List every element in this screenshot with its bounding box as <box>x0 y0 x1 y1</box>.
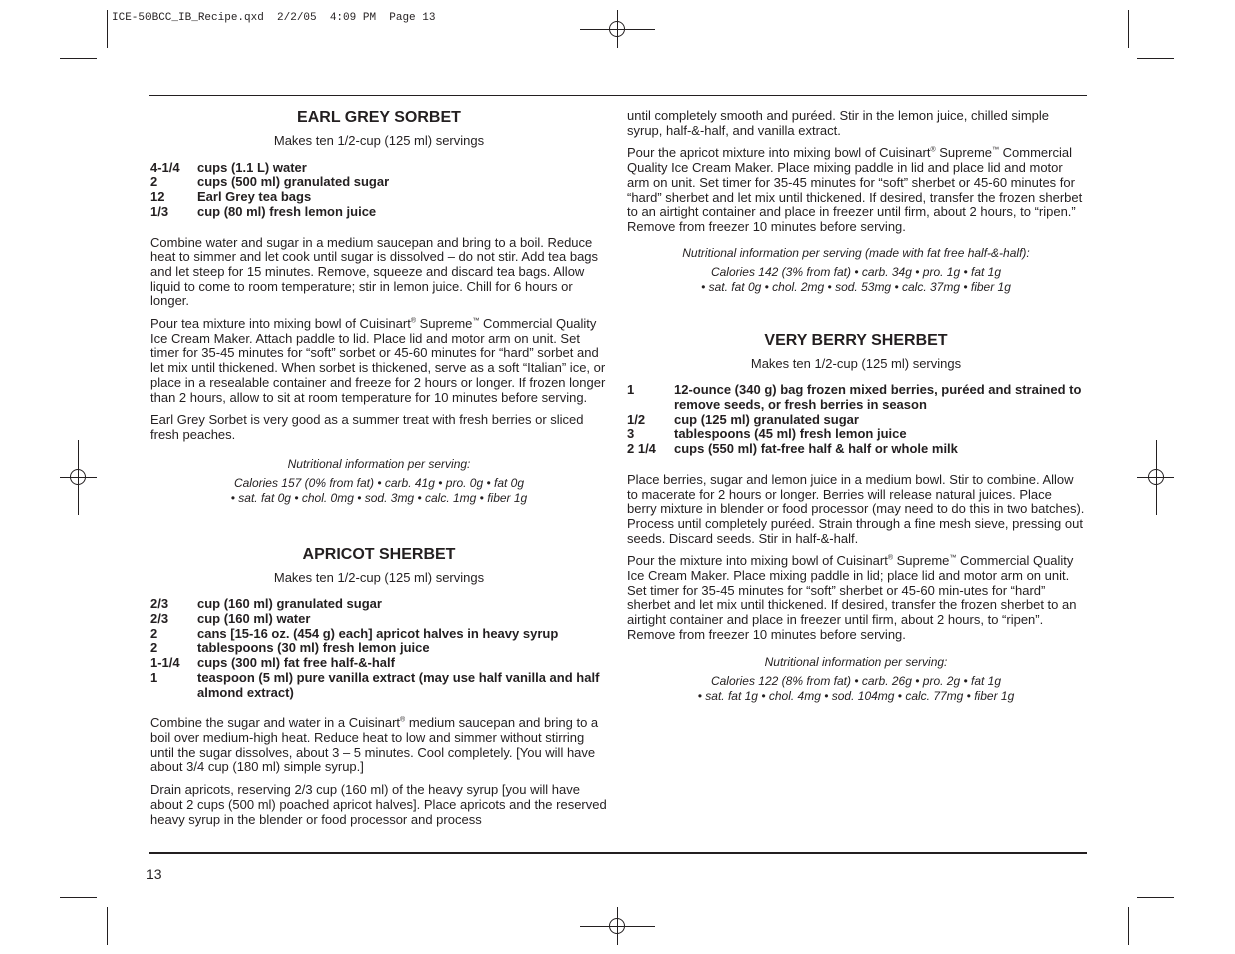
ingredient-quantity: 1 <box>150 669 158 685</box>
ingredient-text: cups (500 ml) granulated sugar <box>197 174 390 190</box>
recipe-apricot-sherbet <box>150 546 608 828</box>
instruction-paragraph: Drain apricots, reserving 2/3 cup (160 ml) of the heavy syrup [you will have about 2 cups (500 ml) poached apricot halves]. Place apricots and the reserved heavy syrup in the blender or food processor and process <box>150 782 607 827</box>
ingredient-list <box>150 161 608 220</box>
ingredient-row <box>150 175 608 190</box>
nutrition-heading: Nutritional information per serving: <box>764 654 948 669</box>
ingredient-text: cup (160 ml) granulated sugar <box>197 596 382 612</box>
page-number: 13 <box>146 866 162 882</box>
ingredient-quantity: 4-1/4 <box>150 159 180 175</box>
ingredient-text: tablespoons (30 ml) fresh lemon juice <box>197 640 430 656</box>
serving-suggestion: Earl Grey Sorbet is very good as a summer treat with fresh berries or sliced fresh peaches. <box>150 412 584 442</box>
recipe-title: VERY BERRY SHERBET <box>764 331 948 349</box>
ingredient-text: tablespoons (45 ml) fresh lemon juice <box>674 426 907 442</box>
ingredient-text: cups (1.1 L) water <box>197 159 307 175</box>
ingredient-row <box>627 442 1085 457</box>
ingredient-text: cup (80 ml) fresh lemon juice <box>197 203 377 219</box>
ingredient-quantity: 12 <box>150 189 165 205</box>
crop-mark <box>1128 907 1129 945</box>
right-column <box>627 109 1085 704</box>
ingredient-text: 12-ounce (340 g) bag frozen mixed berries, puréed and strained to remove seeds, or fresh berries in season <box>674 382 1082 413</box>
ingredient-quantity: 2 <box>150 640 158 656</box>
ingredient-row <box>150 627 608 642</box>
ingredient-text: cups (550 ml) fat-free half & half or whole milk <box>674 441 958 457</box>
nutrition-info <box>627 246 1085 295</box>
nutrition-heading: Nutritional information per serving (made with fat free half-&-half): <box>682 245 1030 260</box>
instruction-paragraph: Place berries, sugar and lemon juice in a medium bowl. Stir to combine. Allow to macerate for 2 hours or longer. Berries will release natural juices. Place berry mixture in blender or food processor (may need to do this in two batches). Process until completely puréed. Strain through a fine mesh sieve, pressing out seeds. Discard seeds. Stir in half-&-half. <box>627 471 1085 546</box>
recipe-title: APRICOT SHERBET <box>302 545 456 563</box>
recipe-earl-grey-sorbet <box>150 109 608 506</box>
crop-mark <box>1137 897 1174 898</box>
ingredient-quantity: 1/3 <box>150 203 169 219</box>
recipe-apricot-sherbet-continued <box>627 109 1085 295</box>
recipe-yield: Makes ten 1/2-cup (125 ml) servings <box>750 355 962 371</box>
recipe-yield: Makes ten 1/2-cup (125 ml) servings <box>273 133 485 148</box>
ingredient-quantity: 2 <box>150 625 158 641</box>
recipe-very-berry-sherbet <box>627 332 1085 704</box>
ingredient-text: teaspoon (5 ml) pure vanilla extract (may use half vanilla and half almond extract) <box>197 669 600 700</box>
nutrition-info <box>150 457 608 506</box>
nutrition-line: • sat. fat 1g • chol. 4mg • sod. 104mg • calc. 77mg • fiber 1g <box>697 688 1015 703</box>
ingredient-text: cans [15-16 oz. (454 g) each] apricot halves in heavy syrup <box>197 625 559 641</box>
ingredient-row <box>150 597 608 612</box>
recipe-title: EARL GREY SORBET <box>297 109 461 126</box>
ingredient-row <box>627 383 1085 412</box>
print-slug: ICE-50BCC_IB_Recipe.qxd 2/2/05 4:09 PM Page 13 <box>112 12 436 24</box>
crop-mark <box>107 907 108 945</box>
ingredient-quantity: 2/3 <box>150 596 169 612</box>
instruction-paragraph: Pour tea mixture into mixing bowl of Cuisinart® Supreme™ Commercial Quality Ice Cream Maker. Attach paddle to lid. Place lid and motor arm on unit. Set timer for 35-45 minutes for “soft” sorbet or 45-60 minutes for “hard” sorbet and let mix until thickened. When sorbet is thickened, serve as a soft “Italian” ice, or place in a resealable container and freeze for 2 hours or longer. If frozen longer than 2 hours, allow to sit at room temperature for 10 minutes before serving. <box>150 316 606 405</box>
top-rule <box>149 95 1087 96</box>
ingredient-text: cup (125 ml) granulated sugar <box>674 411 859 427</box>
ingredient-row <box>150 612 608 627</box>
ingredient-row <box>150 671 608 700</box>
instruction-paragraph: Pour the apricot mixture into mixing bowl of Cuisinart® Supreme™ Commercial Quality Ice Cream Maker. Place mixing paddle in lid and place lid and motor arm on unit. Set timer for 35-45 minutes for “soft” sherbet or 45-60 minutes for “hard” sherbet and let mix until thickened. If desired, transfer the frozen sherbet to an airtight container and place in freezer until firm, about 2 hours, to “ripen.” Remove from freezer 10 minutes before serving. <box>627 145 1083 234</box>
ingredient-list <box>150 597 608 700</box>
instruction-paragraph: Pour the mixture into mixing bowl of Cuisinart® Supreme™ Commercial Quality Ice Cream Maker. Place mixing paddle in lid; place lid and motor arm on unit. Set timer for 35-45 minutes for “soft” sherbet or 45-60 min-utes for “hard” sherbet and let mix until thickened. If desired, transfer the frozen sherbet to an airtight container and place in freezer until firm, about 2 hours, to “ripen”. Remove from freezer 10 minutes before serving. <box>627 553 1077 642</box>
crop-mark <box>107 10 108 48</box>
ingredient-text: Earl Grey tea bags <box>197 189 312 205</box>
ingredient-row <box>150 205 608 220</box>
ingredient-row <box>627 413 1085 428</box>
nutrition-line: Calories 142 (3% from fat) • carb. 34g • pro. 1g • fat 1g <box>710 264 1002 279</box>
recipe-yield: Makes ten 1/2-cup (125 ml) servings <box>273 569 485 585</box>
nutrition-line: • sat. fat 0g • chol. 2mg • sod. 53mg • calc. 37mg • fiber 1g <box>701 279 1011 294</box>
ingredient-quantity: 2 1/4 <box>627 441 656 457</box>
ingredient-quantity: 1 <box>627 382 635 398</box>
ingredient-row <box>150 190 608 205</box>
ingredient-quantity: 1/2 <box>627 411 646 427</box>
nutrition-info <box>627 655 1085 704</box>
ingredient-quantity: 2/3 <box>150 611 169 627</box>
instruction-paragraph: until completely smooth and puréed. Stir in the lemon juice, chilled simple syrup, half-&-half, and vanilla extract. <box>627 108 1049 138</box>
ingredient-text: cup (160 ml) water <box>197 611 311 627</box>
crop-mark <box>60 58 97 59</box>
ingredient-quantity: 3 <box>627 426 635 442</box>
bottom-rule <box>149 852 1087 854</box>
nutrition-line: • sat. fat 0g • chol. 0mg • sod. 3mg • calc. 1mg • fiber 1g <box>230 490 528 505</box>
crop-mark <box>60 897 97 898</box>
nutrition-heading: Nutritional information per serving: <box>287 456 471 471</box>
instruction-paragraph: Combine the sugar and water in a Cuisinart® medium saucepan and bring to a boil over medium-high heat. Reduce heat to low and simmer without stirring until the sugar dissolves, about 3 – 5 minutes. Cool completely. [You will have about 3/4 cup (180 ml) simple syrup.] <box>150 715 599 775</box>
nutrition-line: Calories 122 (8% from fat) • carb. 26g • pro. 2g • fat 1g <box>710 673 1002 688</box>
crop-mark <box>1137 58 1174 59</box>
ingredient-row <box>150 641 608 656</box>
ingredient-row <box>150 161 608 176</box>
ingredient-row <box>150 656 608 671</box>
left-column <box>150 109 608 835</box>
instruction-paragraph: Combine water and sugar in a medium saucepan and bring to a boil. Reduce heat to simmer and let cook until sugar is dissolved – do not stir. Add tea bags and let steep for 15 minutes. Remove, squeeze and discard tea bags. Allow liquid to come to room temperature; stir in lemon juice. Chill for 6 hours or longer. <box>150 234 599 309</box>
nutrition-line: Calories 157 (0% from fat) • carb. 41g • pro. 0g • fat 0g <box>233 475 525 490</box>
ingredient-quantity: 2 <box>150 174 158 190</box>
ingredient-text: cups (300 ml) fat free half-&-half <box>197 655 395 671</box>
ingredient-row <box>627 427 1085 442</box>
ingredient-list <box>627 383 1085 457</box>
ingredient-quantity: 1-1/4 <box>150 655 180 671</box>
crop-mark <box>1128 10 1129 48</box>
